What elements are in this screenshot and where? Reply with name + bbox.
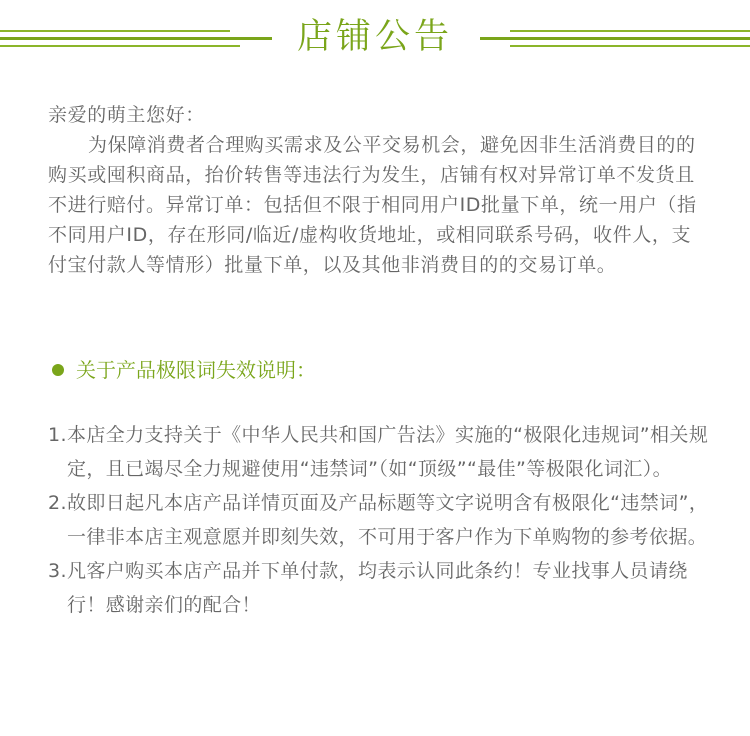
list-item <box>48 554 716 622</box>
greeting-text: 亲爱的萌主您好： <box>48 104 205 126</box>
notice-intro <box>48 100 708 280</box>
list-item <box>48 418 716 486</box>
page-title: 店铺公告 <box>296 17 453 57</box>
list-item-number: 3. <box>48 560 67 582</box>
section-heading <box>52 354 316 386</box>
list-item-text: 故即日起凡本店产品详情页面及产品标题等文字说明含有极限化“违禁词”，一律非本店主观意愿并即刻失效，不可用于客户作为下单购物的参考依据。 <box>66 492 709 548</box>
bullet-dot-icon <box>52 364 64 376</box>
section-heading-text: 关于产品极限词失效说明： <box>76 358 316 382</box>
notice-body-text: 为保障消费者合理购买需求及公平交易机会，避免因非生活消费目的的购买或囤积商品，抬价转售等违法行为发生，店铺有权对异常订单不发货且不进行赔付。异常订单：包括但不限于相同用户ID批量下单，统一用户（指不同用户ID，存在形同/临近/虚构收货地址，或相同联系号码，收件人，支付宝付款人等情形）批量下单，以及其他非消费目的的交易订单。 <box>48 134 697 276</box>
list-item-text: 本店全力支持关于《中华人民共和国广告法》实施的“极限化违规词”相关规定，且已竭尽全力规避使用“违禁词”（如“顶级”“最佳”等极限化词汇）。 <box>66 424 709 480</box>
header-banner <box>0 0 750 80</box>
list-item <box>48 486 716 554</box>
list-item-number: 1. <box>48 424 67 446</box>
terms-list <box>48 418 716 622</box>
list-item-text: 凡客户购买本店产品并下单付款，均表示认同此条约！专业找事人员请绕行！感谢亲们的配合！ <box>66 560 688 616</box>
list-item-number: 2. <box>48 492 67 514</box>
